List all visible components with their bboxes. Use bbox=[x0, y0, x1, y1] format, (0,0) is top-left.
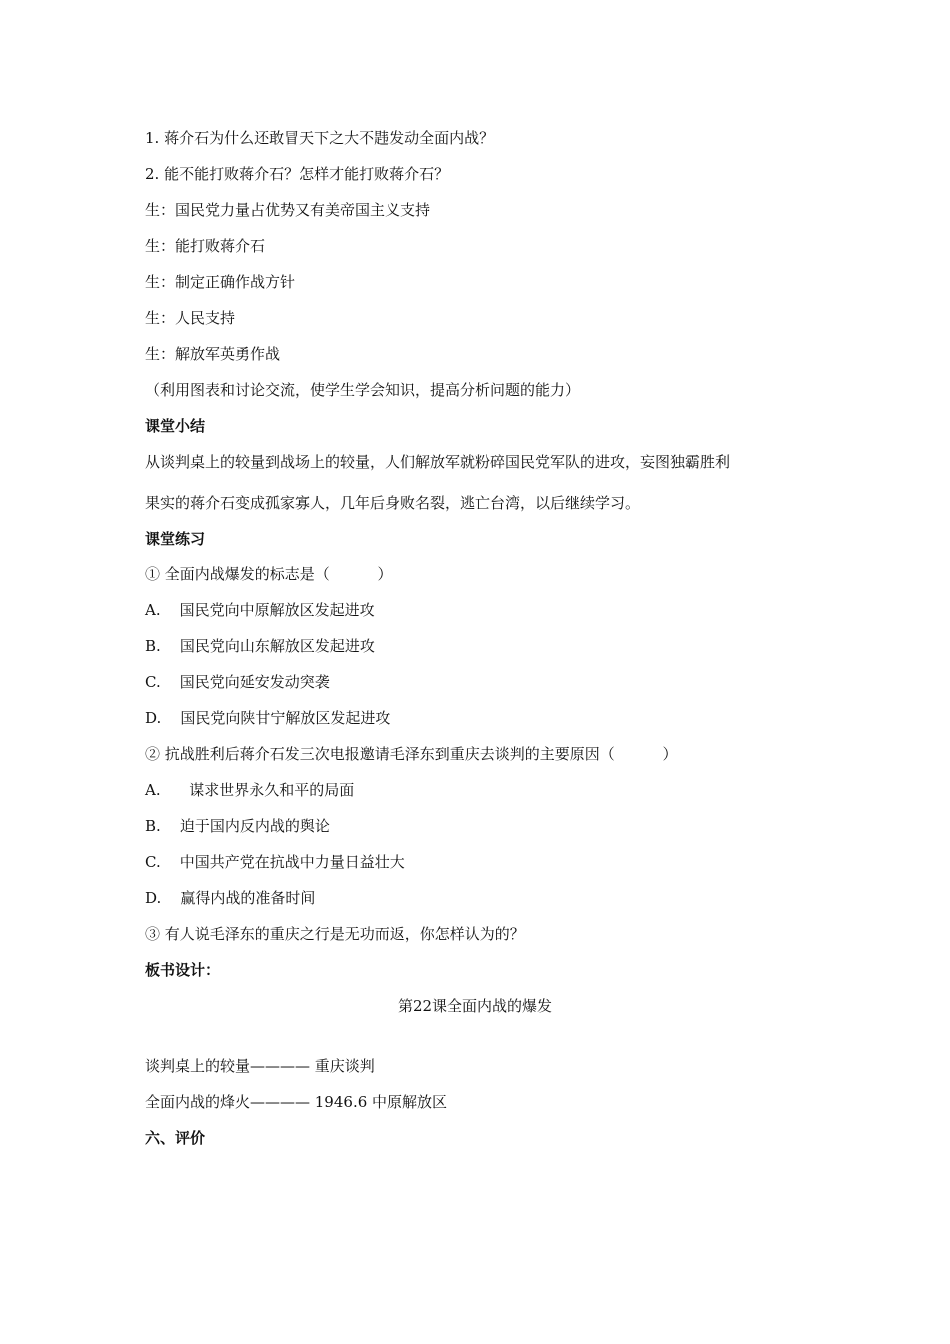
exercise-2-option-c: C. 中国共产党在抗战中力量日益壮大 bbox=[145, 853, 405, 871]
summary-text-line-2: 果实的蒋介石变成孤家寡人，几年后身败名裂，逃亡台湾，以后继续学习。 bbox=[145, 494, 641, 512]
exercise-1-option-c: C. 国民党向延安发动突袭 bbox=[145, 673, 330, 691]
exercise-question-1: ① 全面内战爆发的标志是（ ） bbox=[145, 565, 393, 583]
board-item-1: 谈判桌上的较量———— 重庆谈判 bbox=[145, 1057, 375, 1075]
summary-text-line-1: 从谈判桌上的较量到战场上的较量，人们解放军就粉碎国民党军队的进攻，妄图独霸胜利 bbox=[145, 453, 731, 471]
question-1: 1. 蒋介石为什么还敢冒天下之大不韪发动全面内战？ bbox=[145, 129, 495, 147]
student-answer-4: 生：人民支持 bbox=[145, 309, 236, 327]
exercise-2-option-d: D. 赢得内战的准备时间 bbox=[145, 889, 316, 907]
board-title: 第22课全面内战的爆发 bbox=[397, 997, 553, 1015]
teaching-note: （利用图表和讨论交流，使学生学会知识，提高分析问题的能力） bbox=[145, 381, 581, 399]
section-heading-summary: 课堂小结 bbox=[145, 417, 206, 435]
exercise-1-option-b: B. 国民党向山东解放区发起进攻 bbox=[145, 637, 375, 655]
section-heading-board-design: 板书设计： bbox=[145, 961, 221, 979]
student-answer-3: 生：制定正确作战方针 bbox=[145, 273, 296, 291]
board-item-2: 全面内战的烽火———— 1946.6 中原解放区 bbox=[145, 1093, 448, 1111]
student-answer-5: 生：解放军英勇作战 bbox=[145, 345, 281, 363]
student-answer-1: 生：国民党力量占优势又有美帝国主义支持 bbox=[145, 201, 431, 219]
exercise-1-option-a: A. 国民党向中原解放区发起进攻 bbox=[145, 601, 375, 619]
exercise-2-option-a: A. 谋求世界永久和平的局面 bbox=[145, 781, 355, 799]
student-answer-2: 生：能打败蒋介石 bbox=[145, 237, 266, 255]
section-heading-exercise: 课堂练习 bbox=[145, 530, 206, 548]
exercise-question-3: ③ 有人说毛泽东的重庆之行是无功而返，你怎样认为的？ bbox=[145, 925, 525, 943]
exercise-2-option-b: B. 迫于国内反内战的舆论 bbox=[145, 817, 330, 835]
exercise-question-2: ② 抗战胜利后蒋介石发三次电报邀请毛泽东到重庆去谈判的主要原因（ ） bbox=[145, 745, 678, 763]
question-2: 2. 能不能打败蒋介石？怎样才能打败蒋介石？ bbox=[145, 165, 450, 183]
section-heading-evaluation: 六、评价 bbox=[145, 1129, 206, 1147]
exercise-1-option-d: D. 国民党向陕甘宁解放区发起进攻 bbox=[145, 709, 391, 727]
